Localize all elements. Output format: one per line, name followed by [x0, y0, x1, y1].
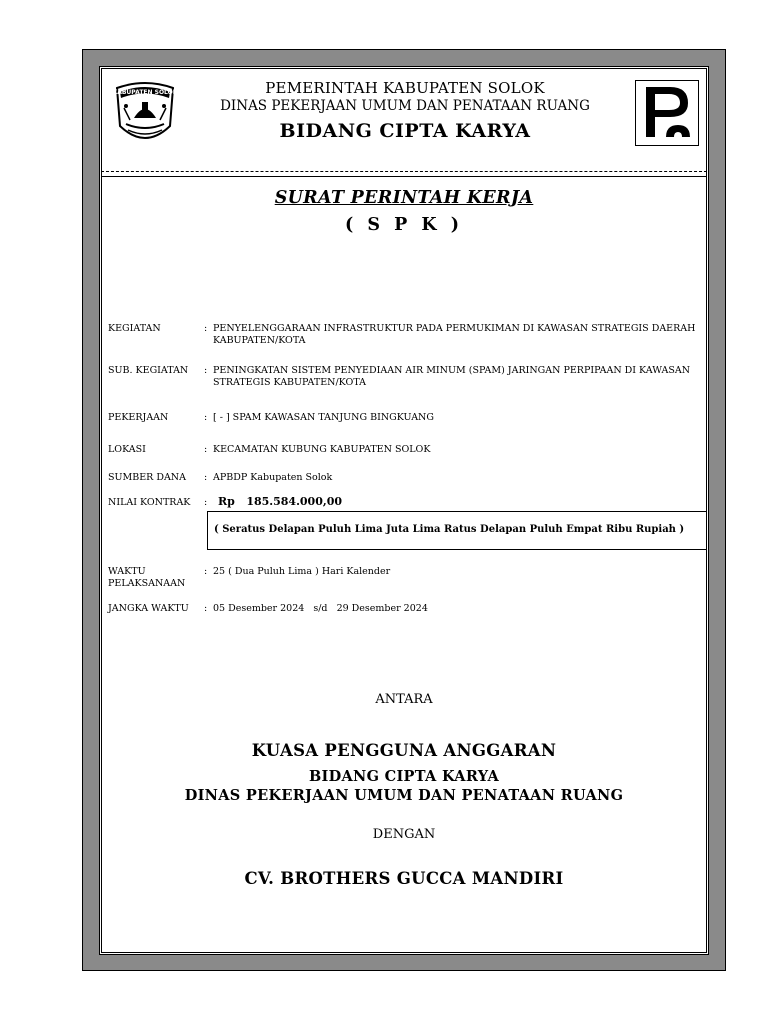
nilai-kontrak-terbilang-box [207, 511, 707, 550]
antara-text: ANTARA [375, 692, 433, 707]
nilai-kontrak-terbilang: ( Seratus Delapan Puluh Lima Juta Lima Ratus Delapan Puluh Empat Ribu Rupiah ) [214, 524, 685, 535]
header-division: BIDANG CIPTA KARYA [279, 120, 531, 142]
waktu-pelaksanaan-label-line1: WAKTU [108, 566, 146, 577]
header-department: DINAS PEKERJAAN UMUM DAN PENATAAN RUANG [220, 98, 590, 114]
lokasi-label: LOKASI [108, 444, 146, 455]
pekerjaan-colon: : [204, 412, 208, 423]
sub-kegiatan-colon: : [204, 365, 208, 376]
waktu-pelaksanaan-colon: : [204, 566, 208, 577]
sumber-dana-colon: : [204, 472, 208, 483]
header-government: PEMERINTAH KABUPATEN SOLOK [265, 79, 545, 97]
kegiatan-label: KEGIATAN [108, 323, 161, 334]
jangka-waktu-value: 05 Desember 2024 s/d 29 Desember 2024 [213, 603, 428, 614]
waktu-pelaksanaan-value: 25 ( Dua Puluh Lima ) Hari Kalender [213, 566, 391, 577]
jangka-waktu-colon: : [204, 603, 208, 614]
first-party-division: BIDANG CIPTA KARYA [308, 768, 499, 785]
sumber-dana-value: APBDP Kabupaten Solok [213, 472, 333, 483]
sub-kegiatan-label: SUB. KEGIATAN [108, 365, 189, 376]
first-party-department: DINAS PEKERJAAN UMUM DAN PENATAAN RUANG [184, 787, 624, 804]
header-divider-dashed [101, 171, 707, 172]
logo-lettering: KABUPATEN SOLOK [112, 89, 178, 96]
second-party-name: CV. BROTHERS GUCCA MANDIRI [244, 869, 564, 888]
dengan-text: DENGAN [372, 827, 436, 842]
lokasi-colon: : [204, 444, 208, 455]
sub-kegiatan-value: PENINGKATAN SISTEM PENYEDIAAN AIR MINUM (SPAM) JARINGAN PERPIPAAN DI KAWASAN STRATEGIS KABUPATEN/KOTA [213, 365, 691, 388]
first-party-title: KUASA PENGGUNA ANGGARAN [251, 741, 557, 760]
kegiatan-value: PENYELENGGARAAN INFRASTRUKTUR PADA PERMUKIMAN DI KAWASAN STRATEGIS DAERAH KABUPATEN/KOTA [213, 323, 696, 346]
waktu-pelaksanaan-label-line2: PELAKSANAAN [108, 578, 186, 589]
nilai-kontrak-label: NILAI KONTRAK [108, 497, 191, 508]
nilai-kontrak-colon: : [204, 497, 208, 508]
document-title: SURAT PERINTAH KERJA [274, 188, 534, 208]
sumber-dana-label: SUMBER DANA [108, 472, 186, 483]
kegiatan-colon: : [204, 323, 208, 334]
header-divider-line [101, 176, 707, 177]
nilai-kontrak-value: Rp 185.584.000,00 [218, 495, 343, 508]
pu-logo [635, 80, 699, 146]
jangka-waktu-label: JANGKA WAKTU [108, 603, 189, 614]
document-title-abbr: ( S P K ) [345, 215, 463, 235]
pekerjaan-label: PEKERJAAN [108, 412, 169, 423]
lokasi-value: KECAMATAN KUBUNG KABUPATEN SOLOK [213, 444, 431, 455]
kabupaten-solok-logo [112, 78, 178, 150]
pekerjaan-value: [ - ] SPAM KAWASAN TANJUNG BINGKUANG [213, 412, 434, 423]
